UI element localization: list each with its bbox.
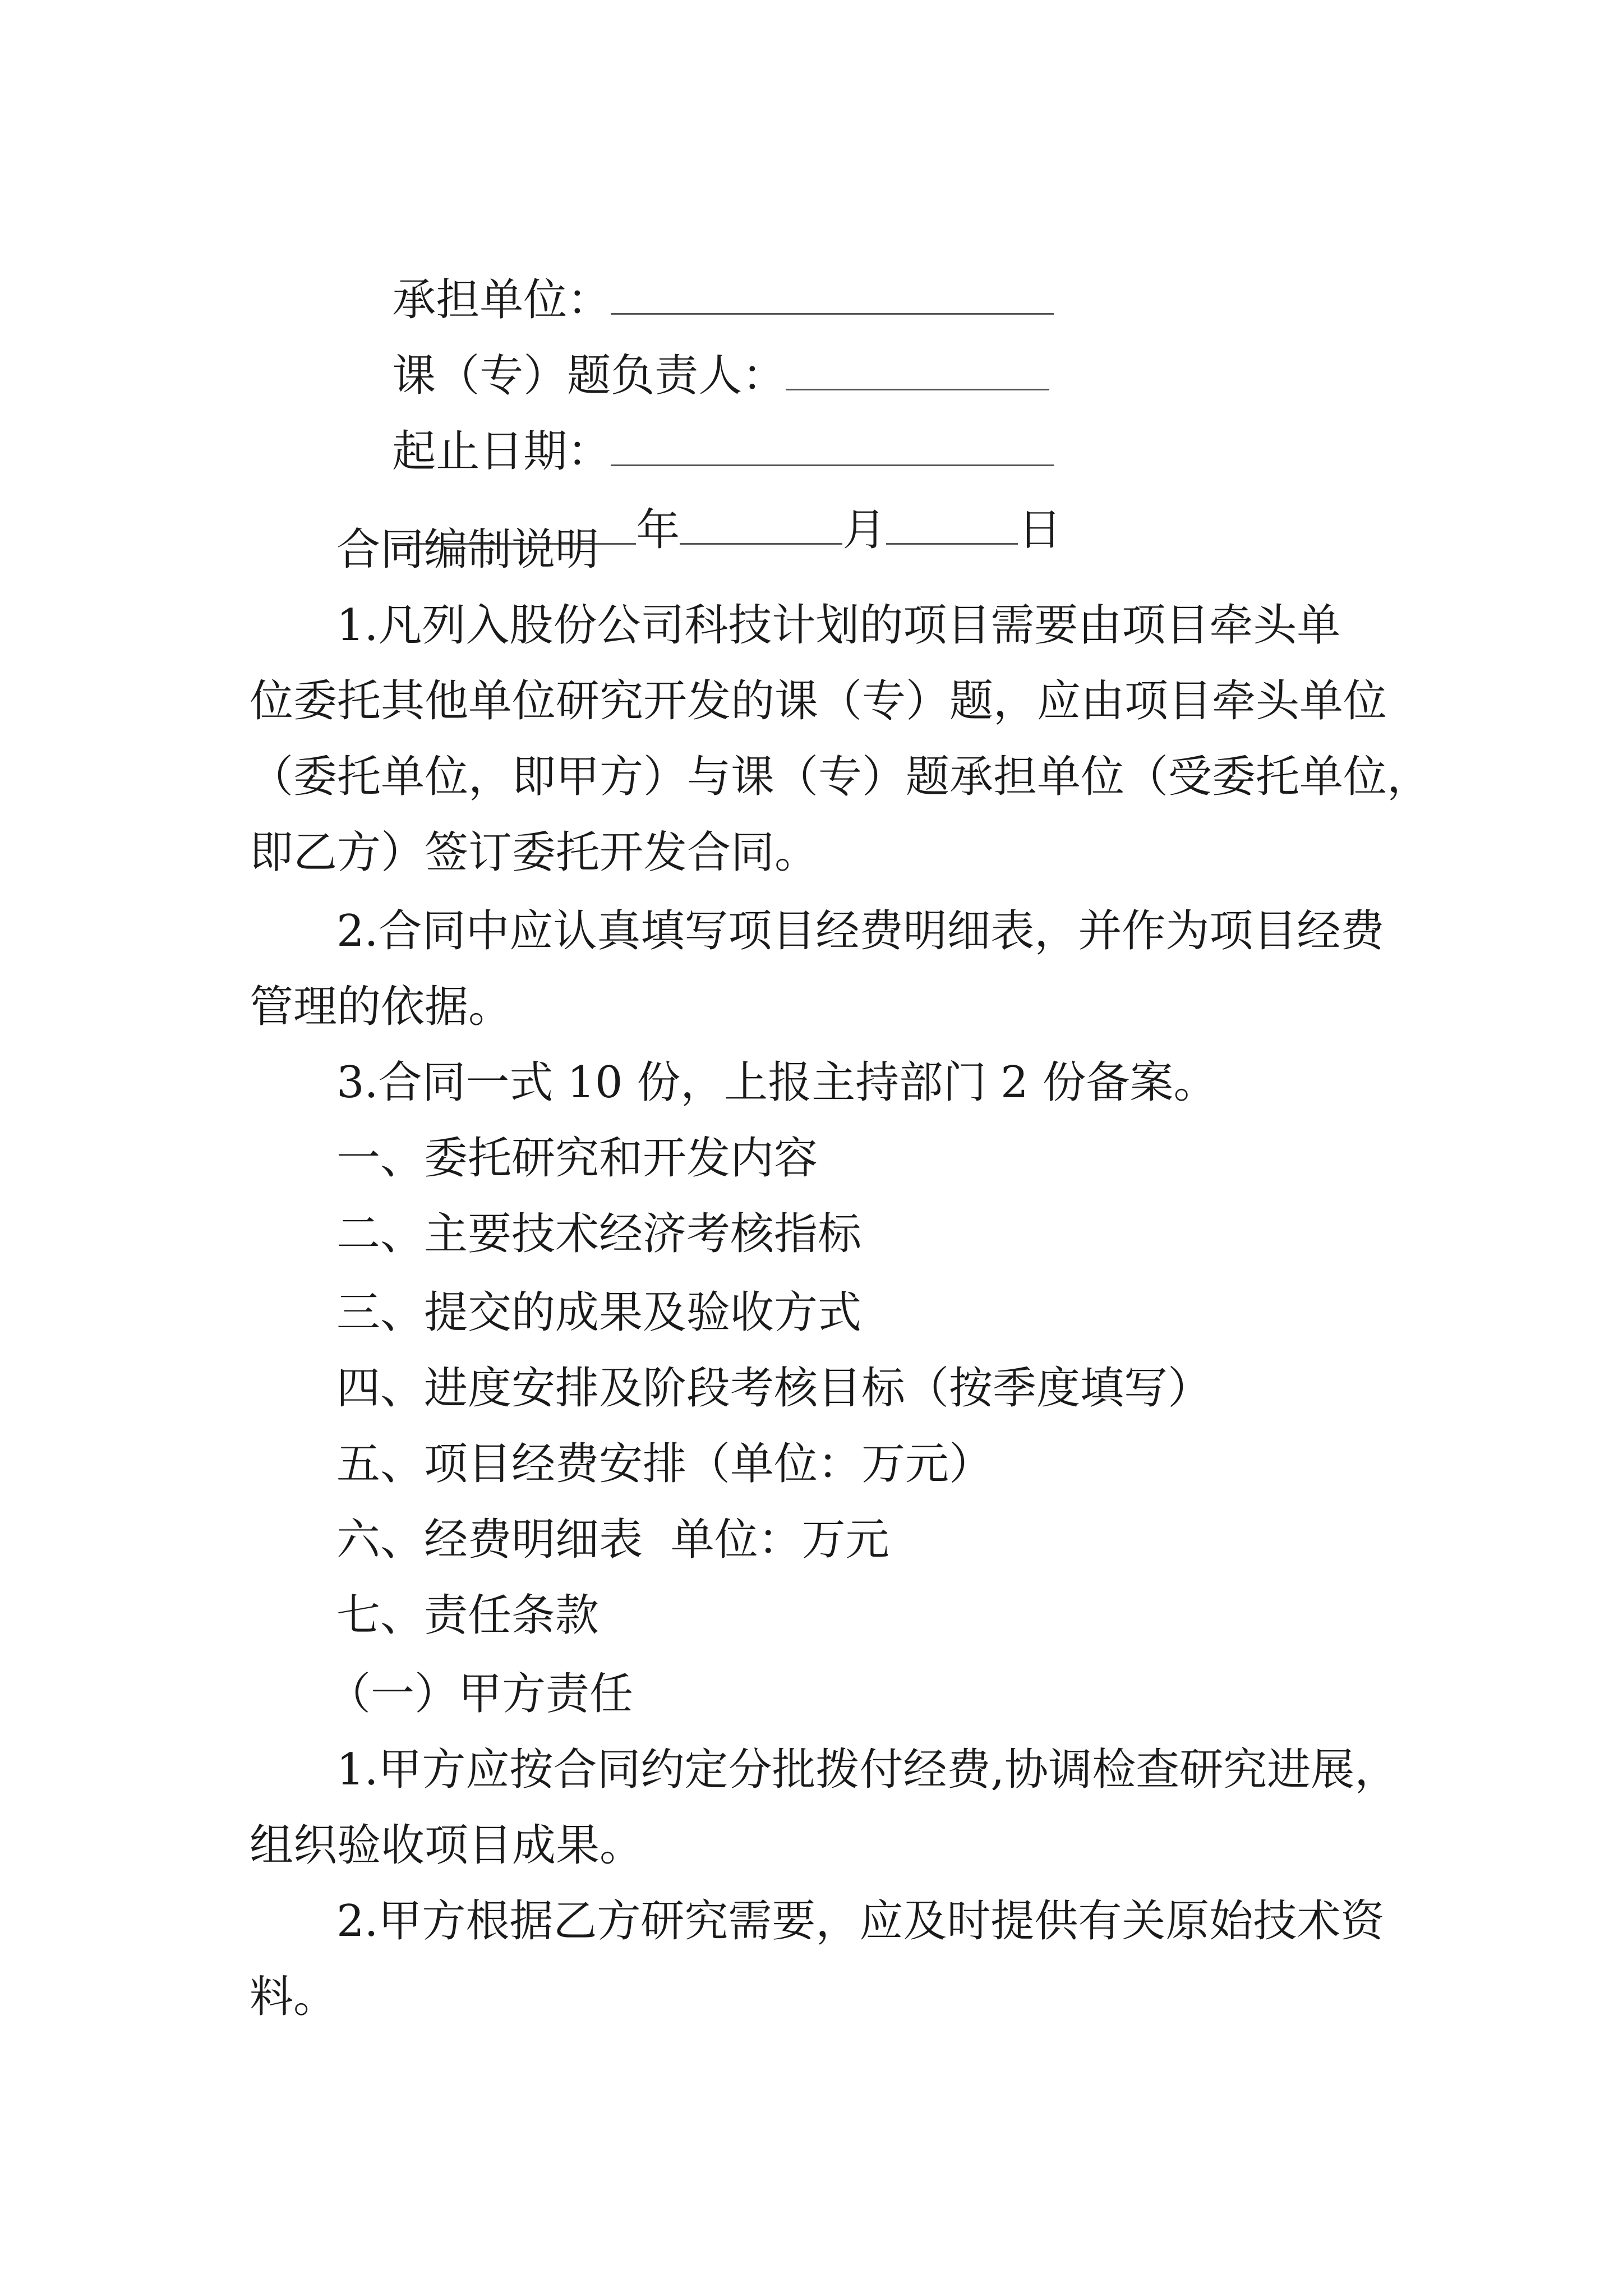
section-1: 一、委托研究和开发内容 bbox=[336, 1133, 818, 1184]
section-7: 七、责任条款 bbox=[336, 1590, 600, 1641]
party-a-item-1-line-2: 组织验收项目成果。 bbox=[250, 1820, 644, 1871]
note-1-line-1: 1.凡列入股份公司科技计划的项目需要由项目牵头单 bbox=[336, 600, 1341, 651]
note-1-line-3: （委托单位，即甲方）与课（专）题承担单位（受委托单位， bbox=[250, 752, 1431, 802]
section-4: 四、进度安排及阶段考核目标（按季度填写） bbox=[336, 1363, 1212, 1414]
section-3: 三、提交的成果及验收方式 bbox=[336, 1287, 862, 1338]
day-label: 日 bbox=[1018, 505, 1062, 555]
party-a-item-2-line-2: 料。 bbox=[250, 1972, 338, 2022]
note-1-line-4: 即乙方）签订委托开发合同。 bbox=[250, 827, 819, 878]
party-a-heading: （一）甲方责任 bbox=[327, 1669, 634, 1719]
section-2: 二、主要技术经济考核指标 bbox=[336, 1209, 862, 1259]
section-title: 合同编制说明 bbox=[336, 524, 600, 575]
month-label: 月 bbox=[842, 505, 887, 555]
party-a-item-2-line-1: 2.甲方根据乙方研究需要，应及时提供有关原始技术资 bbox=[336, 1896, 1385, 1947]
note-1-line-2: 位委托其他单位研究开发的课（专）题，应由项目牵头单位 bbox=[250, 676, 1387, 726]
section-5: 五、项目经费安排（单位：万元） bbox=[336, 1439, 993, 1489]
note-2-line-2: 管理的依据。 bbox=[250, 982, 513, 1032]
party-a-item-1-line-1: 1.甲方应按合同约定分批拨付经费,协调检查研究进展， bbox=[336, 1745, 1399, 1795]
project-leader-label: 课（专）题负责人： bbox=[392, 351, 786, 401]
year-label: 年 bbox=[636, 505, 680, 555]
section-6: 六、经费明细表 单位：万元 bbox=[336, 1515, 889, 1565]
note-3: 3.合同一式 10 份，上报主持部门 2 份备案。 bbox=[336, 1057, 1218, 1108]
undertaking-unit-label: 承担单位： bbox=[392, 275, 611, 325]
note-2-line-1: 2.合同中应认真填写项目经费明细表，并作为项目经费 bbox=[336, 906, 1385, 956]
start-end-date-label: 起止日期： bbox=[392, 426, 611, 477]
